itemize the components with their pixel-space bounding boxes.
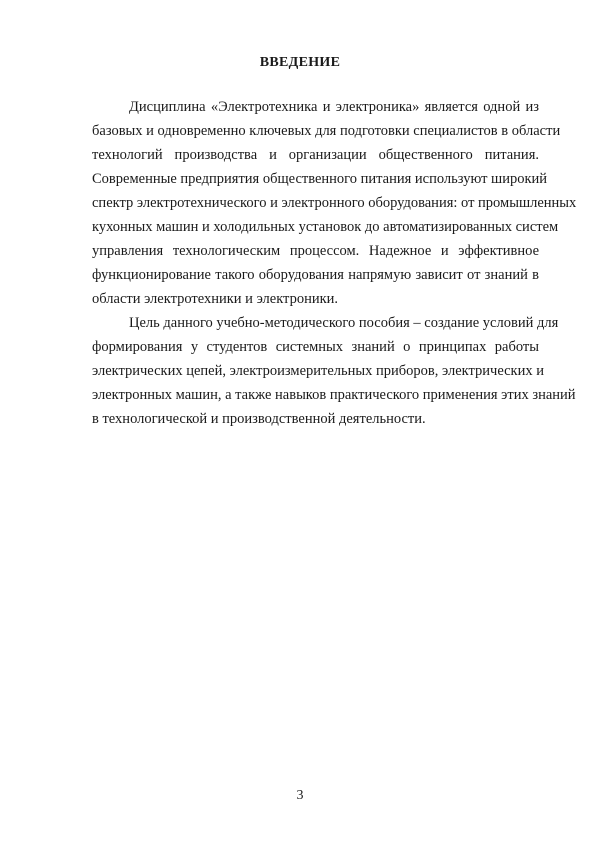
page-number: 3 <box>296 788 304 803</box>
text-line: в технологической и производственной деятельности. <box>92 411 426 427</box>
text-line: Дисциплина «Электротехника и электроника» является одной из <box>129 99 539 115</box>
text-line: Цель данного учебно-методического пособия – создание условий для <box>129 315 559 331</box>
text-line: электронных машин, а также навыков практического применения этих знаний <box>92 387 576 403</box>
text-line: электрических цепей, электроизмерительных приборов, электрических и <box>92 363 544 379</box>
text-line: функционирование такого оборудования напрямую зависит от знаний в <box>92 267 539 283</box>
text-line: Современные предприятия общественного питания используют широкий <box>92 171 548 187</box>
body-text <box>92 95 577 431</box>
text-line: управления технологическим процессом. Надежное и эффективное <box>92 243 539 259</box>
text-line: области электротехники и электроники. <box>92 291 339 307</box>
text-line: спектр электротехнического и электронного оборудования: от промышленных <box>92 195 577 211</box>
paragraph-intro <box>92 95 577 311</box>
text-line: кухонных машин и холодильных установок до автоматизированных систем <box>92 219 559 235</box>
text-line: базовых и одновременно ключевых для подготовки специалистов в области <box>92 123 561 139</box>
text-line: технологий производства и организации общественного питания. <box>92 147 539 163</box>
section-title: ВВЕДЕНИЕ <box>259 55 341 70</box>
text-line: формирования у студентов системных знаний о принципах работы <box>92 339 539 355</box>
paragraph-goal <box>92 311 576 431</box>
